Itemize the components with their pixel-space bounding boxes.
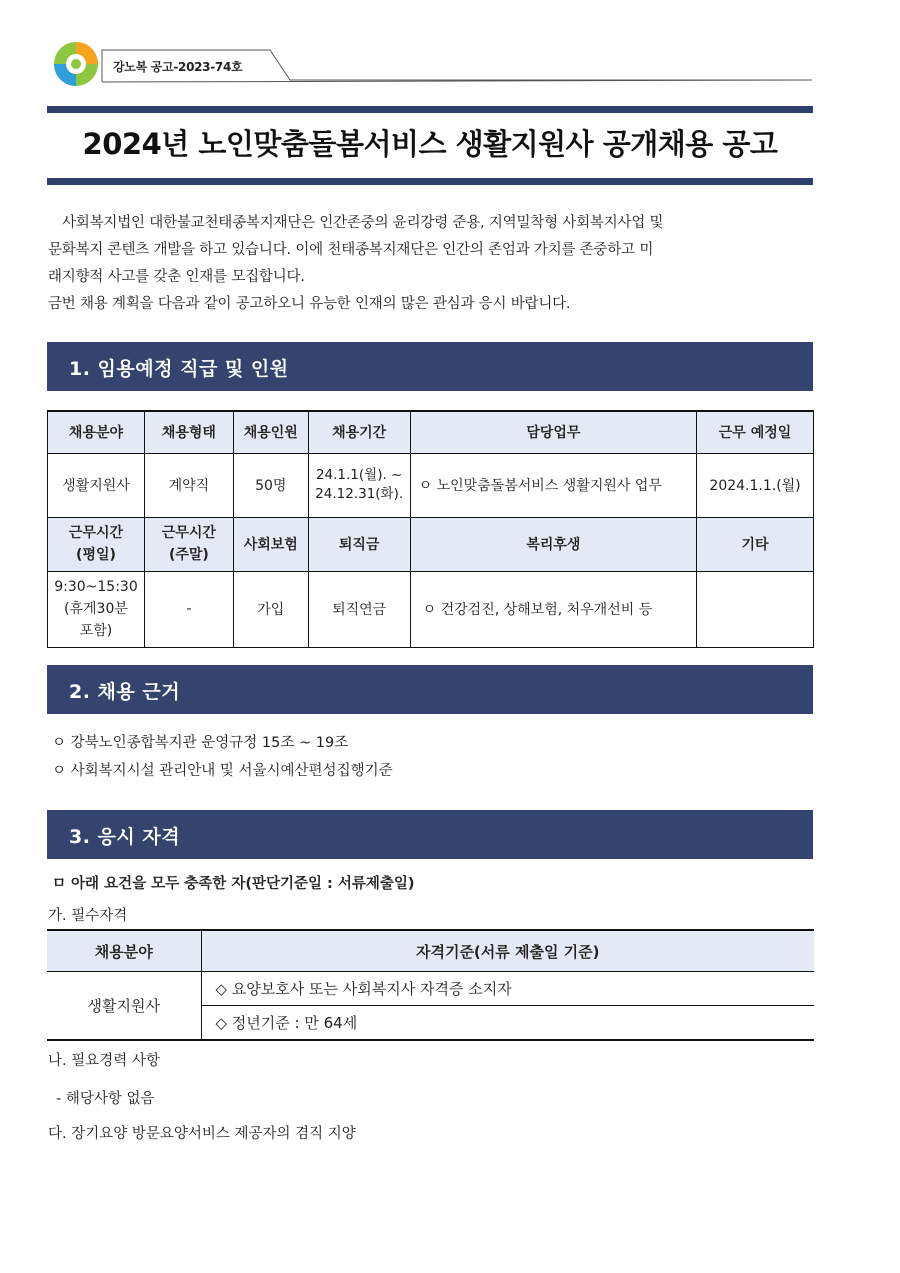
notice-number: 강노복 공고-2023-74호 [113, 60, 243, 74]
header-weekday-hours [48, 517, 145, 571]
header-field: 채용분야 [47, 930, 201, 972]
header-criteria: 자격기준(서류 제출일 기준) [201, 930, 814, 972]
period-start: 24.1.1(월). ~ [315, 467, 403, 483]
weekday-hours-line1: 9:30~15:30 [54, 579, 138, 595]
table-row [47, 972, 814, 1006]
cell-count: 50명 [233, 453, 308, 517]
cell-weekend-hours: - [144, 571, 233, 647]
intro-line-2: 문화복지 콘텐츠 개발을 하고 있습니다. 이에 천태종복지재단은 인간의 존엄과 가치를 존중하고 미 [48, 242, 654, 258]
weekday-hours-line2: (휴게30분 [64, 601, 128, 617]
table-header-row-2 [48, 517, 814, 571]
sub-heading-c: 다. 장기요양 방문요양서비스 제공자의 겸직 지양 [48, 1126, 356, 1142]
header-weekday-line2: (평일) [76, 547, 116, 563]
period-end: 24.12.31(화). [315, 486, 404, 502]
intro-line-4: 금번 채용 계획을 다음과 같이 공고하오니 유능한 인재의 많은 관심과 응시 바랍니다. [48, 296, 571, 312]
header-count: 채용인원 [233, 411, 308, 453]
cell-weekday-hours [48, 571, 145, 647]
qualification-condition: ㅁ 아래 요건을 모두 충족한 자(판단기준일 : 서류제출일) [52, 876, 415, 892]
weekday-hours-line3: 포함) [79, 623, 113, 639]
header-start-date: 근무 예정일 [697, 411, 814, 453]
header-weekday-line1: 근무시간 [68, 525, 124, 541]
header-severance: 퇴직금 [308, 517, 410, 571]
cell-duty: ㅇ 노인맞춤돌봄서비스 생활지원사 업무 [410, 453, 696, 517]
cell-field: 생활지원사 [47, 972, 201, 1041]
intro-line-1: 사회복지법인 대한불교천태종복지재단은 인간존중의 윤리강령 준용, 지역밀착형 사회복지사업 및 [62, 215, 664, 231]
header-etc: 기타 [697, 517, 814, 571]
header-welfare: 복리후생 [410, 517, 696, 571]
position-table [47, 410, 814, 648]
table-header-row [47, 930, 814, 972]
header-type: 채용형태 [144, 411, 233, 453]
basis-item-1: ㅇ 강북노인종합복지관 운영규정 15조 ~ 19조 [52, 735, 349, 751]
table-row [48, 453, 814, 517]
cell-type: 계약직 [144, 453, 233, 517]
header-period: 채용기간 [308, 411, 410, 453]
intro-line-3: 래지향적 사고를 갖춘 인재를 모집합니다. [48, 269, 305, 285]
cell-period [308, 453, 410, 517]
header-weekend-line2: (주말) [168, 547, 209, 563]
cell-severance: 퇴직연금 [308, 571, 410, 647]
section-3-heading: 3. 응시 자격 [47, 810, 813, 859]
table-header-row [48, 411, 814, 453]
page-title: 2024년 노인맞춤돌봄서비스 생활지원사 공개채용 공고 [82, 127, 778, 161]
header-insurance: 사회보험 [233, 517, 308, 571]
qualification-table [47, 929, 814, 1041]
cell-etc [697, 571, 814, 647]
cell-start-date: 2024.1.1.(월) [697, 453, 814, 517]
header-field: 채용분야 [48, 411, 145, 453]
header-weekend-hours [144, 517, 233, 571]
section-2-heading: 2. 채용 근거 [47, 665, 813, 714]
title-bottom-rule [47, 178, 813, 185]
cell-criteria-2: ◇ 정년기준 : 만 64세 [201, 1006, 814, 1041]
header-weekend-line1: 근무시간 [161, 525, 216, 541]
section-1-heading: 1. 임용예정 직급 및 인원 [47, 342, 813, 391]
sub-heading-b: 나. 필요경력 사항 [48, 1053, 160, 1069]
basis-item-2: ㅇ 사회복지시설 관리안내 및 서울시예산편성집행기준 [52, 763, 393, 779]
header-duty: 담당업무 [410, 411, 696, 453]
sub-heading-a: 가. 필수자격 [48, 908, 128, 924]
organization-logo [52, 40, 100, 88]
table-row [48, 571, 814, 647]
cell-field: 생활지원사 [48, 453, 145, 517]
title-top-rule [47, 106, 813, 113]
cell-welfare: ㅇ 건강검진, 상해보험, 처우개선비 등 [410, 571, 696, 647]
cell-criteria-1: ◇ 요양보호사 또는 사회복지사 자격증 소지자 [201, 972, 814, 1006]
cell-insurance: 가입 [233, 571, 308, 647]
sub-b-item: - 해당사항 없음 [56, 1091, 155, 1107]
